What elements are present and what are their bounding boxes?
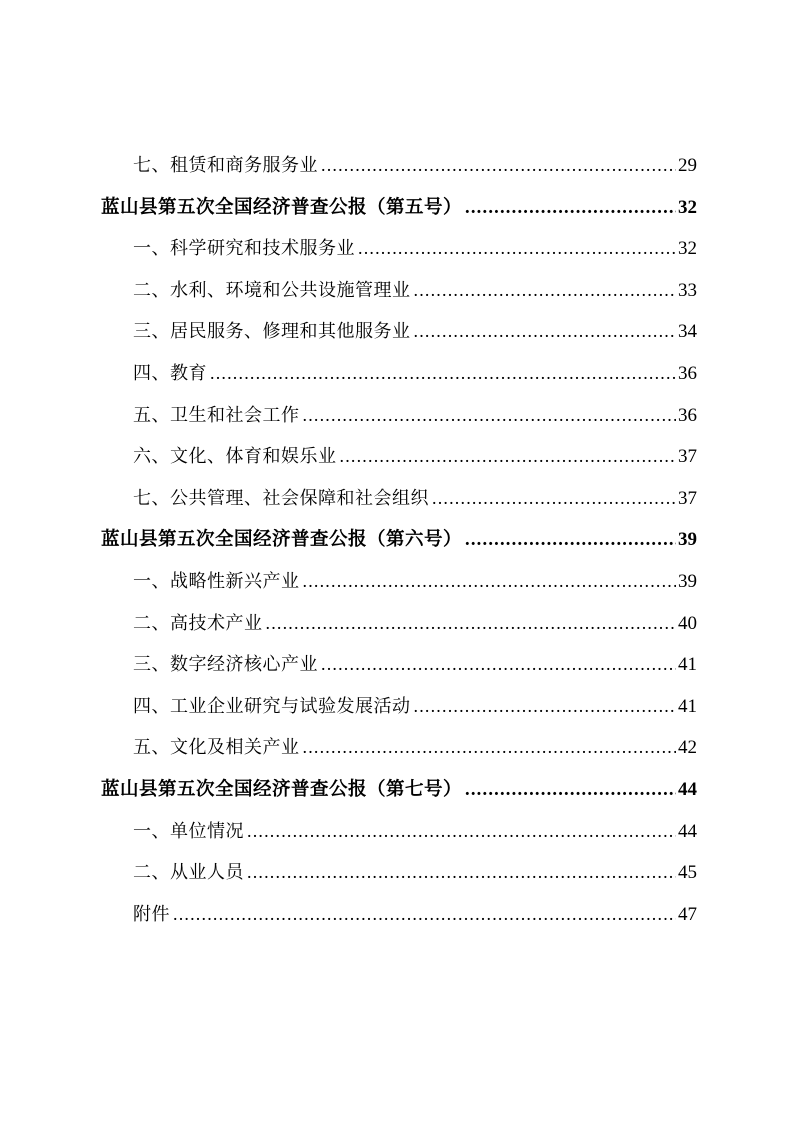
toc-dot-leader bbox=[321, 644, 676, 686]
toc-dot-leader bbox=[303, 395, 677, 437]
toc-entry-title: 二、高技术产业 bbox=[133, 612, 263, 634]
toc-page-number: 29 bbox=[678, 155, 697, 176]
toc-page-number: 42 bbox=[678, 737, 697, 759]
toc-page-number: 37 bbox=[678, 446, 697, 468]
toc-entry-title: 一、单位情况 bbox=[133, 820, 244, 842]
toc-entry[interactable] bbox=[0, 811, 697, 853]
toc-entry-title: 一、战略性新兴产业 bbox=[133, 570, 300, 592]
toc-page-number: 33 bbox=[678, 279, 697, 301]
toc-entry-title: 附件 bbox=[133, 903, 170, 925]
toc-page-number: 36 bbox=[678, 362, 697, 384]
toc-dot-leader bbox=[247, 852, 676, 894]
toc-entry[interactable] bbox=[0, 686, 697, 728]
toc-page-number: 47 bbox=[678, 903, 697, 925]
toc-dot-leader bbox=[303, 727, 677, 769]
toc-entry-title: 五、文化及相关产业 bbox=[133, 737, 300, 759]
toc-entry[interactable] bbox=[0, 395, 697, 437]
toc-dot-leader bbox=[266, 603, 677, 645]
toc-page-number: 44 bbox=[678, 820, 697, 842]
toc-heading-title: 蓝山县第五次全国经济普查公报（第五号） bbox=[101, 196, 463, 218]
toc-page-number: 41 bbox=[678, 695, 697, 717]
toc-entry-title: 三、居民服务、修理和其他服务业 bbox=[133, 321, 411, 343]
toc-heading-entry[interactable] bbox=[0, 519, 697, 561]
toc-entry[interactable] bbox=[0, 228, 697, 270]
toc-page-number: 45 bbox=[678, 862, 697, 884]
toc-entry-title: 二、水利、环境和公共设施管理业 bbox=[133, 279, 411, 301]
toc-dot-leader bbox=[358, 228, 676, 270]
table-of-contents bbox=[0, 145, 793, 935]
toc-page-number: 34 bbox=[678, 321, 697, 343]
toc-dot-leader bbox=[465, 520, 676, 562]
toc-entry-title: 二、从业人员 bbox=[133, 862, 244, 884]
toc-dot-leader bbox=[414, 270, 677, 312]
toc-entry[interactable] bbox=[0, 852, 697, 894]
toc-entry-title: 一、科学研究和技术服务业 bbox=[133, 238, 355, 260]
toc-page-number: 41 bbox=[678, 654, 697, 676]
toc-dot-leader bbox=[210, 353, 676, 395]
toc-dot-leader bbox=[340, 436, 677, 478]
toc-page-number: 39 bbox=[678, 529, 697, 551]
toc-heading-title: 蓝山县第五次全国经济普查公报（第七号） bbox=[101, 778, 463, 800]
toc-dot-leader bbox=[432, 478, 676, 520]
toc-entry-title: 六、文化、体育和娱乐业 bbox=[133, 446, 337, 468]
toc-entry[interactable] bbox=[0, 478, 697, 520]
toc-heading-entry[interactable] bbox=[0, 187, 697, 229]
toc-dot-leader bbox=[414, 686, 677, 728]
toc-page-number: 37 bbox=[678, 487, 697, 509]
toc-page-number: 32 bbox=[678, 238, 697, 260]
toc-entry-title: 七、公共管理、社会保障和社会组织 bbox=[133, 487, 429, 509]
toc-entry[interactable] bbox=[0, 727, 697, 769]
toc-entry[interactable] bbox=[0, 145, 697, 187]
toc-dot-leader bbox=[321, 145, 676, 187]
toc-dot-leader bbox=[303, 561, 677, 603]
toc-entry[interactable] bbox=[0, 270, 697, 312]
toc-entry[interactable] bbox=[0, 436, 697, 478]
toc-page-number: 40 bbox=[678, 612, 697, 634]
toc-entry-title: 七、租赁和商务服务业 bbox=[133, 155, 318, 176]
toc-page-number: 39 bbox=[678, 570, 697, 592]
toc-page-number: 32 bbox=[678, 196, 697, 218]
toc-dot-leader bbox=[247, 811, 676, 853]
toc-dot-leader bbox=[465, 188, 676, 230]
toc-entry[interactable] bbox=[0, 603, 697, 645]
toc-dot-leader bbox=[465, 770, 676, 812]
toc-entry[interactable] bbox=[0, 644, 697, 686]
toc-dot-leader bbox=[173, 894, 676, 936]
toc-heading-title: 蓝山县第五次全国经济普查公报（第六号） bbox=[101, 529, 463, 551]
toc-entry-title: 四、工业企业研究与试验发展活动 bbox=[133, 695, 411, 717]
toc-page-number: 36 bbox=[678, 404, 697, 426]
toc-entry[interactable] bbox=[0, 561, 697, 603]
toc-entry-title: 五、卫生和社会工作 bbox=[133, 404, 300, 426]
toc-entry-title: 三、数字经济核心产业 bbox=[133, 654, 318, 676]
toc-entry-title: 四、教育 bbox=[133, 362, 207, 384]
toc-entry-appendix[interactable] bbox=[0, 894, 697, 936]
toc-dot-leader bbox=[414, 311, 677, 353]
toc-entry[interactable] bbox=[0, 311, 697, 353]
toc-entry[interactable] bbox=[0, 353, 697, 395]
toc-page-number: 44 bbox=[678, 778, 697, 800]
toc-heading-entry[interactable] bbox=[0, 769, 697, 811]
